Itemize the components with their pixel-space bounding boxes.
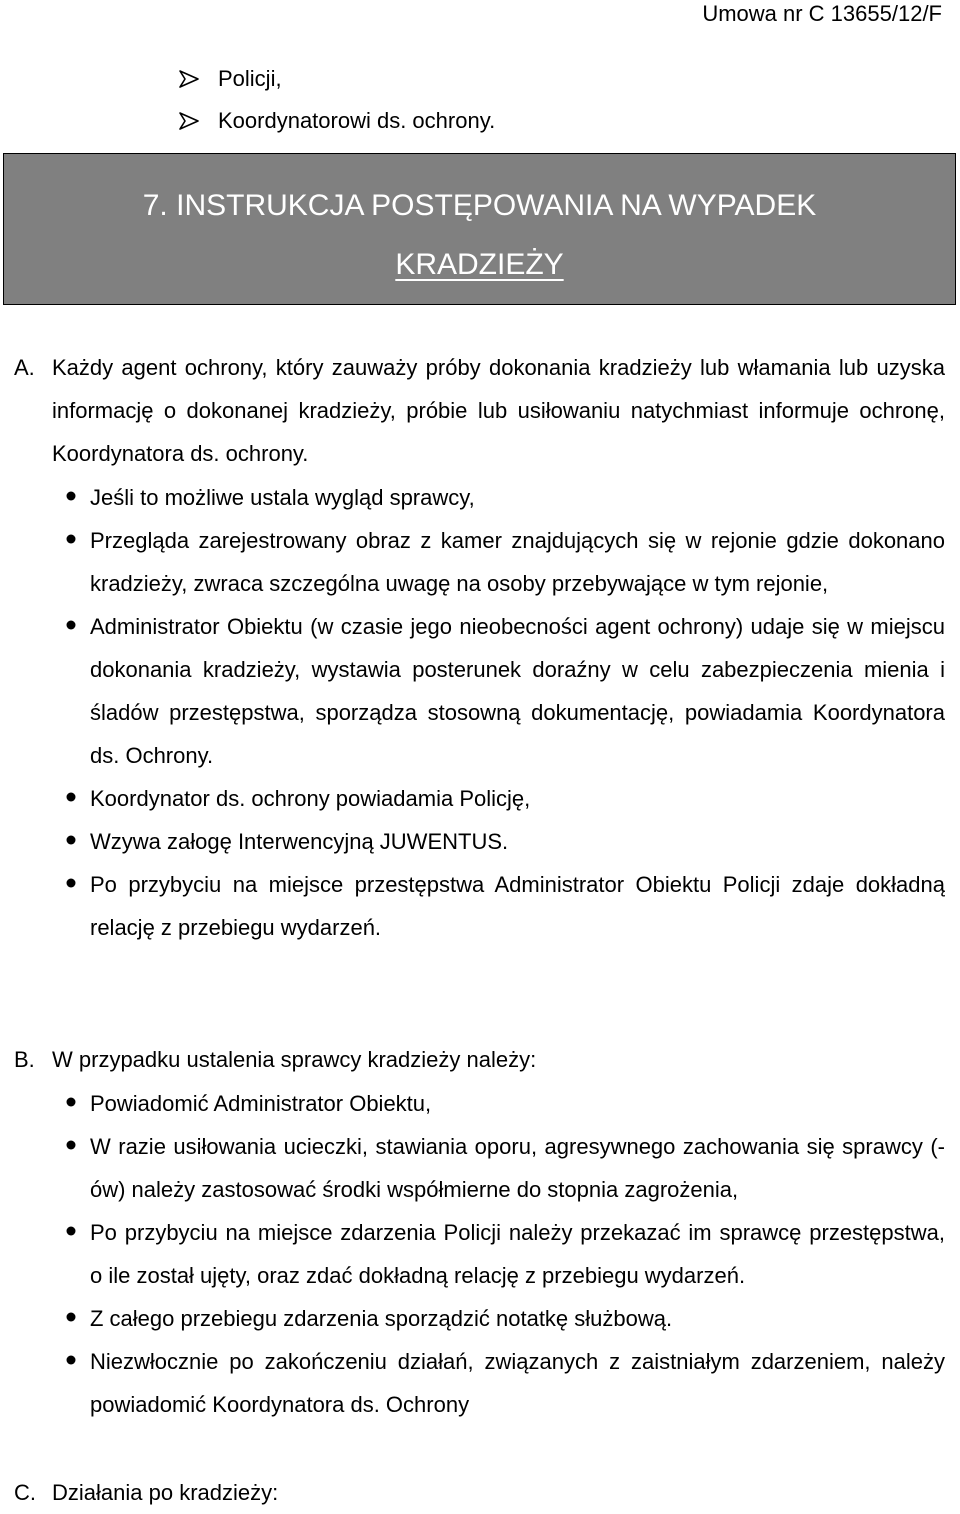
list-item-text: Po przybyciu na miejsce przestępstwa Administrator Obiektu Policji zdaje dokładną relację z przebiegu wydarzeń. (90, 872, 945, 940)
part-c-text: Działania po kradzieży: (52, 1480, 279, 1505)
contract-number: Umowa nr C 13655/12/F (702, 1, 942, 26)
section-title-underlined: KRADZIEŻY (395, 248, 564, 281)
section-title: 7. INSTRUKCJA POSTĘPOWANIA NA WYPADEK (142, 189, 817, 222)
list-item-text: Administrator Obiektu (w czasie jego nieobecności agent ochrony) udaje się w miejscu dokonania kradzieży, wystawia posterunek doraźny w celu zabezpieczenia mienia i śladów przestępstwa, sporządza stosowną dokumentację, powiadamia Koordynatora ds. Ochrony. (90, 614, 945, 768)
list-item-text: Powiadomić Administrator Obiektu, (90, 1091, 432, 1116)
list-item (66, 1125, 945, 1211)
section-heading-box (3, 153, 956, 305)
list-item (178, 100, 495, 142)
arrow-bullet-icon (178, 111, 218, 131)
part-b-marker: B. (14, 1047, 35, 1072)
bullet-icon (66, 1355, 76, 1365)
part-c-marker: C. (14, 1480, 36, 1505)
list-item (66, 476, 945, 519)
list-item-text: Przegląda zarejestrowany obraz z kamer znajdujących się w rejonie gdzie dokonano kradzieży, zwraca szczególna uwagę na osoby przebywające w tym rejonie, (90, 528, 945, 596)
list-item (66, 820, 945, 863)
bullet-icon (66, 1226, 76, 1236)
bullet-icon (66, 620, 76, 630)
bullet-icon (66, 1097, 76, 1107)
list-item-text: Wzywa załogę Interwencyjną JUWENTUS. (90, 829, 509, 854)
list-item-text: Koordynatorowi ds. ochrony. (218, 108, 496, 133)
list-item-text: Koordynator ds. ochrony powiadamia Policję, (90, 786, 531, 811)
list-item (66, 863, 945, 949)
part-a-marker: A. (14, 355, 35, 380)
list-item (66, 1297, 945, 1340)
list-item (66, 1340, 945, 1426)
bullet-icon (66, 534, 76, 544)
list-item-text: Z całego przebiegu zdarzenia sporządzić notatkę służbową. (90, 1306, 673, 1331)
part-a-bullets (66, 476, 945, 949)
list-item (66, 519, 945, 605)
bullet-icon (66, 878, 76, 888)
list-item-text: W razie usiłowania ucieczki, stawiania oporu, agresywnego zachowania się sprawcy (-ów) należy zastosować środki współmierne do stopnia zagrożenia, (90, 1134, 945, 1202)
part-a-text: Każdy agent ochrony, który zauważy próby dokonania kradzieży lub włamania lub uzyska informację o dokonanej kradzieży, próbie lub usiłowaniu natychmiast informuje ochronę, Koordynatora ds. ochrony. (52, 355, 945, 466)
bullet-icon (66, 1312, 76, 1322)
list-item (66, 605, 945, 777)
list-item-text: Niezwłocznie po zakończeniu działań, związanych z zaistniałym zdarzeniem, należy powiadomić Koordynatora ds. Ochrony (90, 1349, 945, 1417)
notify-list (178, 58, 495, 142)
list-item (66, 1082, 945, 1125)
bullet-icon (66, 491, 76, 501)
arrow-bullet-icon (178, 69, 218, 89)
list-item (66, 1211, 945, 1297)
bullet-icon (66, 1140, 76, 1150)
list-item-text: Policji, (218, 66, 282, 91)
section-title-continued (4, 246, 955, 284)
bullet-icon (66, 792, 76, 802)
list-item (178, 58, 495, 100)
list-item-text: Jeśli to możliwe ustala wygląd sprawcy, (90, 485, 475, 510)
list-item (66, 777, 945, 820)
part-b-text: W przypadku ustalenia sprawcy kradzieży należy: (52, 1047, 537, 1072)
bullet-icon (66, 835, 76, 845)
list-item-text: Po przybyciu na miejsce zdarzenia Policji należy przekazać im sprawcę przestępstwa, o ile został ujęty, oraz zdać dokładną relację z przebiegu wydarzeń. (90, 1220, 945, 1288)
part-b-bullets (66, 1082, 945, 1426)
